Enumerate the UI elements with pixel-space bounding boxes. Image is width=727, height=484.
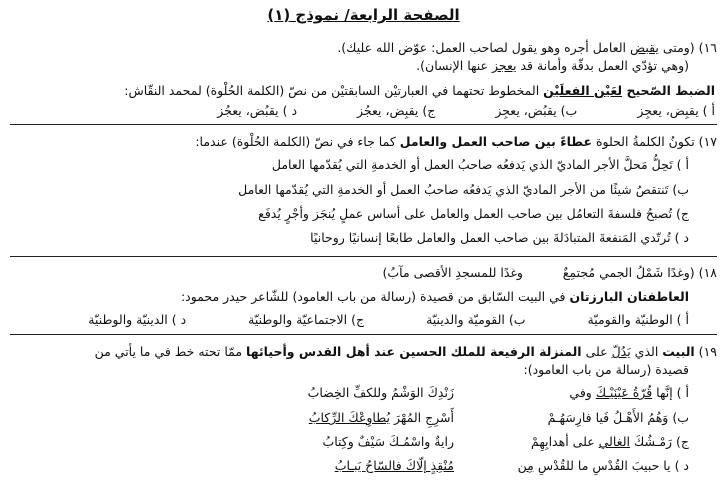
q17-option-d[interactable]: د ) تُرتّدي المَنفعةَ المتبادَلةَ بين صاحب العمل والعامل طابعًا إنسانيًا روحانيًا — [310, 230, 689, 245]
divider — [10, 256, 717, 257]
q18-prompt: العاطفتان البارزتان في البيت السّابق من قصيدة (رسالة من باب العامود) للشّاعر حيدر محمود: — [180, 289, 689, 304]
q16-underlined-verb-1: يقبض — [630, 40, 659, 55]
q18-verse-line — [383, 265, 718, 281]
q19-verse-a[interactable]: أ ) إنَّها قُرّةُ عَيْنَيْـكَ وفي زَنْدِكَ الوَشْمُ وللكفِّ الخِضابُ — [307, 385, 689, 400]
q17-option-b[interactable]: ب) تَنتقصُ شيئًا من الأجر الماديّ الذي يَدفعُه صاحبُ العمل أو الخدمةِ التي يُقدّمها العامل — [238, 182, 689, 197]
q16-choice-b[interactable]: ب) يقبُض، يعجِز — [495, 103, 578, 118]
q17-number: ١٧) — [698, 134, 717, 149]
q16-line2: (وهي تؤدّي العمل بدقّة وأمانة قد يعجز عنها الإنسان). — [416, 58, 689, 73]
q18-choice-b[interactable]: ب) القوميّة والدينيّة — [426, 312, 526, 327]
divider — [10, 124, 717, 125]
q18-choice-d[interactable]: د ) الدينيّة والوطنيّة — [88, 312, 187, 327]
q18-verse: (وغدًا شَمْلُ الجمي مُجتمِعٌ وغدًا للمسجدِ الأقصى مآبُ) — [382, 265, 695, 280]
q16-choice-c[interactable]: ج) يقبِض، يعجُز — [357, 103, 436, 118]
q16-choice-d[interactable]: د ) يقبُض، يعجُز — [217, 103, 298, 118]
q19-verse-b[interactable]: ب) وَهُمُ الأَهْـلُ فَيا فارِسَهُـمْ أَسْرِجِ المُهْرَ يُطاوِعْكَ الرِّكابُ — [308, 410, 689, 425]
q19-prompt: ١٩) البيت الذي يَدُلّ على المنزلة الرفيعة للملك الحسين عند أهل القدس وأحيائها ممّا تحته خط في ما يأتي من — [94, 344, 717, 359]
q16-prompt: الضبط الصّحيح لعَيْن الفعلَيْن المخطوط تحتهما في العبارتيْن السابقتيْن من نصّ (الكلمة الحُلْوة) لمحمد النقّاش: — [124, 83, 715, 98]
q17-option-c[interactable]: ج) تُصبحُ فلسفةَ التعامُل بين صاحب العمل والعامل على أساس عملٍ يُنجَز وأجْرٍ يُدفَع — [258, 206, 689, 221]
q16-number: ١٦) — [698, 40, 717, 55]
q18-choice-c[interactable]: ج) الاجتماعيّة والوطنيّة — [248, 312, 365, 327]
q18-choices — [88, 312, 689, 328]
q19-verse-d[interactable]: د ) يا حبيبَ القُدْسِ ما للقُدْسِ مِن مُنْقِذٍ إلّاكَ فالسّاحُ يَبـابُ — [334, 458, 689, 473]
q16-line1: ١٦) (ومتى يقبض العامل أجره وهو يقول لصاحب العمل: عوّض الله عليك). — [337, 40, 717, 55]
q16-choices — [217, 103, 715, 119]
q19-prompt-line2: قصيدة (رسالة من باب العامود): — [523, 362, 689, 377]
q16-underlined-verb-2: يعجز — [492, 58, 517, 73]
q16-choice-a[interactable]: أ ) يقبِض، يعجِز — [637, 103, 715, 118]
q17-option-a[interactable]: أ ) تَحِلُّ مَحلَّ الأجر الماديّ الذي يَدفعُه صاحبُ العمل أو الخدمةِ التي يُقدّمها العامل — [271, 157, 689, 172]
q18-choice-a[interactable]: أ ) الوطنيّة والقوميّة — [587, 312, 689, 327]
q19-number: ١٩) — [698, 344, 717, 359]
q19-verse-c[interactable]: ج) رَمْـشُكَ الغالي على أهدابِهِمْ رايةٌ واسْمُـكَ سَيْفٌ وكِتابُ — [322, 434, 689, 449]
page-title: الصفحة الرابعة/ نموذج (١) — [267, 6, 460, 24]
q17-prompt: ١٧) تكونُ الكلمةُ الحلوة عطاءً بين صاحب العمل والعامل كما جاء في نصّ (الكلمة الحُلْوة) عندما: — [195, 134, 717, 149]
q18-number: ١٨) — [698, 265, 717, 280]
divider — [10, 334, 717, 335]
